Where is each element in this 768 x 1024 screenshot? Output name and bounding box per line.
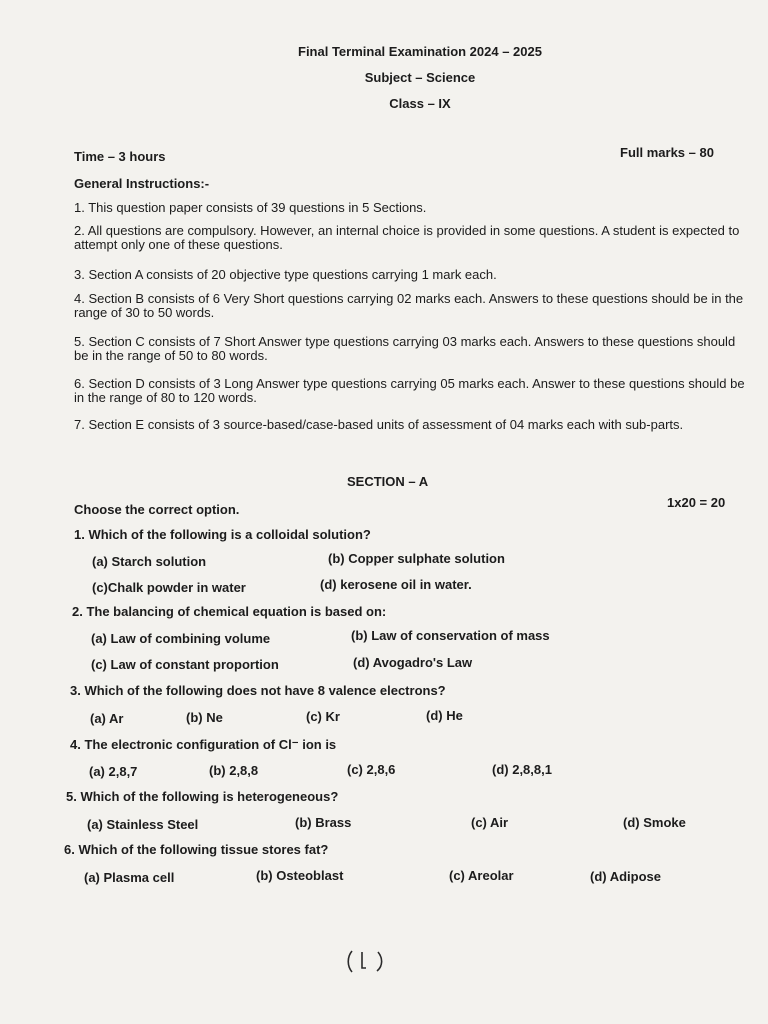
instruction-item: 2. All questions are compulsory. However, an internal choice is provided in some questions. A student is expected to attempt only one of these questions. bbox=[74, 223, 740, 252]
q4-option-a: (a) 2,8,7 bbox=[89, 764, 138, 779]
page-number-text: (1) bbox=[344, 948, 346, 949]
question-5: 5. Which of the following is heterogeneous? bbox=[66, 789, 339, 804]
q4-option-d: (d) 2,8,8,1 bbox=[492, 762, 552, 777]
q5-option-d: (d) Smoke bbox=[623, 815, 686, 830]
question-1: 1. Which of the following is a colloidal solution? bbox=[74, 527, 371, 542]
q3-option-c: (c) Kr bbox=[306, 709, 340, 724]
q6-option-b: (b) Osteoblast bbox=[256, 868, 344, 883]
section-a-marks: 1x20 = 20 bbox=[667, 495, 726, 510]
instruction-item: 5. Section C consists of 7 Short Answer type questions carrying 03 marks each. Answers to these questions should be in the range of 50 to 80 words. bbox=[74, 334, 736, 363]
q6-option-a: (a) Plasma cell bbox=[84, 870, 175, 885]
q6-option-c: (c) Areolar bbox=[449, 868, 514, 883]
q5-option-c: (c) Air bbox=[471, 815, 509, 830]
q2-option-b: (b) Law of conservation of mass bbox=[351, 628, 550, 643]
instruction-item: 1. This question paper consists of 39 questions in 5 Sections. bbox=[74, 200, 427, 215]
q1-option-b: (b) Copper sulphate solution bbox=[328, 551, 505, 566]
q2-option-c: (c) Law of constant proportion bbox=[91, 657, 279, 672]
q3-option-d: (d) He bbox=[426, 708, 463, 723]
q6-option-d: (d) Adipose bbox=[590, 869, 662, 884]
question-2: 2. The balancing of chemical equation is based on: bbox=[72, 604, 387, 619]
instructions-heading: General Instructions:- bbox=[74, 176, 210, 191]
section-a-title: SECTION – A bbox=[347, 474, 429, 489]
instruction-item: 7. Section E consists of 3 source-based/case-based units of assessment of 04 marks each with sub-parts. bbox=[74, 417, 684, 432]
q3-option-a: (a) Ar bbox=[90, 711, 124, 726]
time-label: Time – 3 hours bbox=[74, 149, 166, 164]
q1-option-c: (c)Chalk powder in water bbox=[92, 580, 246, 595]
question-6: 6. Which of the following tissue stores fat? bbox=[64, 842, 329, 857]
exam-title: Final Terminal Examination 2024 – 2025 bbox=[298, 44, 542, 59]
instruction-item: 6. Section D consists of 3 Long Answer type questions carrying 05 marks each. Answer to these questions should be in the range of 80 to 120 words. bbox=[74, 376, 745, 405]
q1-option-a: (a) Starch solution bbox=[92, 554, 207, 569]
q2-option-a: (a) Law of combining volume bbox=[91, 631, 271, 646]
section-a-direction: Choose the correct option. bbox=[74, 502, 240, 517]
question-3: 3. Which of the following does not have 8 valence electrons? bbox=[70, 683, 446, 698]
q4-option-c: (c) 2,8,6 bbox=[347, 762, 396, 777]
q1-option-d: (d) kerosene oil in water. bbox=[320, 577, 472, 592]
instruction-item: 4. Section B consists of 6 Very Short questions carrying 02 marks each. Answers to these questions should be in the range of 30 to 50 words. bbox=[74, 291, 744, 320]
instruction-item: 3. Section A consists of 20 objective type questions carrying 1 mark each. bbox=[74, 267, 497, 282]
question-4: 4. The electronic configuration of Cl⁻ ion is bbox=[70, 737, 337, 752]
page-number-handwritten bbox=[344, 948, 388, 974]
full-marks-label: Full marks – 80 bbox=[620, 145, 714, 160]
q5-option-a: (a) Stainless Steel bbox=[87, 817, 199, 832]
q3-option-b: (b) Ne bbox=[186, 710, 223, 725]
q4-option-b: (b) 2,8,8 bbox=[209, 763, 259, 778]
subject-title: Subject – Science bbox=[364, 70, 476, 85]
q5-option-b: (b) Brass bbox=[295, 815, 352, 830]
q2-option-d: (d) Avogadro's Law bbox=[353, 655, 473, 670]
class-title: Class – IX bbox=[389, 96, 451, 111]
